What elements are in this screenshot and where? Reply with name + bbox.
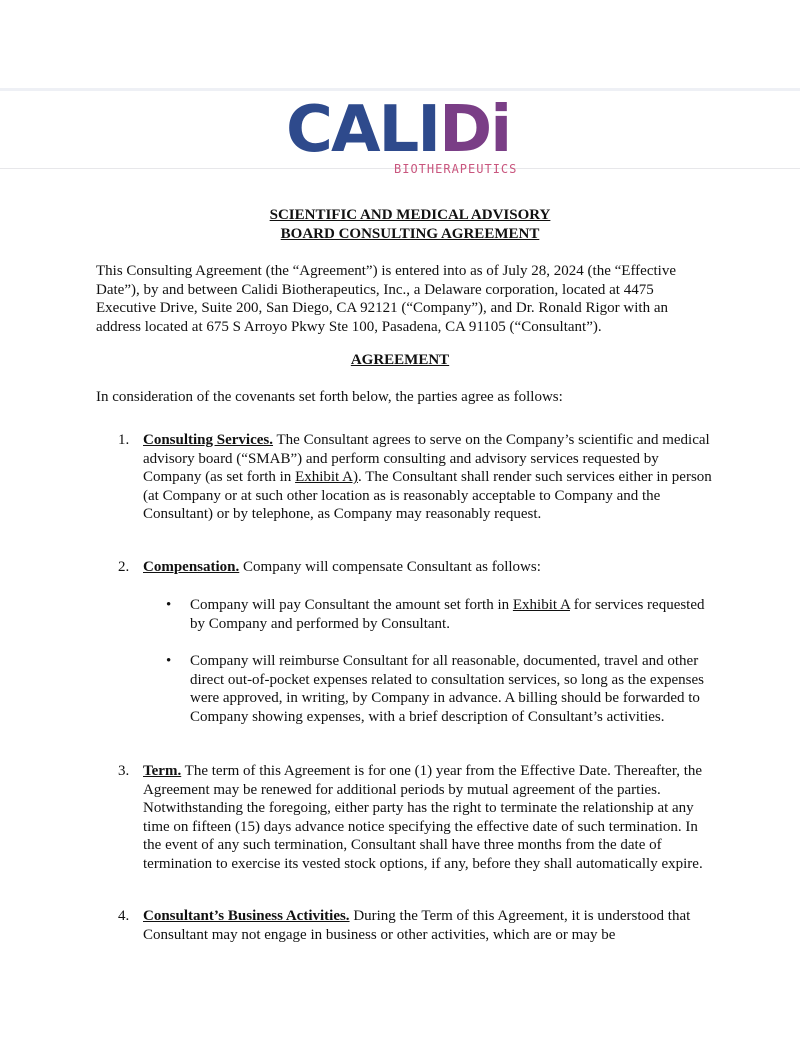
- intro-paragraph: This Consulting Agreement (the “Agreement”) is entered into as of July 28, 2024 (the “Effective Date”), by and between Calidi Biotherapeutics, Inc., a Delaware corporation, located at 4475 Executive Drive, Suite 200, San Diego, CA 92121 (“Company”), and Dr. Ronald Rigor with an address located at 675 S Arroyo Pkwy Ste 100, Pasadena, CA 91105 (“Consultant”).: [96, 263, 676, 335]
- logo-wordmark: [286, 90, 510, 170]
- section-title: Consulting Services.: [143, 432, 274, 448]
- bullet-marker: •: [166, 597, 172, 613]
- section-body: [143, 431, 718, 524]
- section-number: 2.: [118, 559, 130, 575]
- calidi-logo: [286, 93, 536, 180]
- section-text: During the Term of this Agreement, it is understood that Consultant may not engage in business or other activities, which are or may be: [143, 908, 691, 943]
- logo-word-accent: Di: [439, 93, 511, 167]
- consideration-paragraph: In consideration of the covenants set forth below, the parties agree as follows:: [96, 389, 563, 405]
- section-title: Compensation.: [143, 559, 240, 575]
- section-number: 1.: [118, 432, 130, 448]
- bullet-text-part: for services requested by Company and performed by Consultant.: [190, 597, 705, 632]
- section-number: 4.: [118, 908, 130, 924]
- bullet-text-part: Company will pay Consultant the amount set forth in: [190, 597, 513, 613]
- agreement-heading: AGREEMENT: [350, 352, 450, 368]
- bullet-marker: •: [166, 653, 172, 669]
- section-body: [143, 762, 718, 874]
- exhibit-a-reference: Exhibit A): [295, 469, 358, 486]
- section-title: Consultant’s Business Activities.: [143, 908, 350, 924]
- document-title-line2: BOARD CONSULTING AGREEMENT: [280, 226, 540, 242]
- logo-word-main: CALI: [286, 93, 440, 167]
- section-number: 3.: [118, 763, 130, 779]
- section-body: [143, 907, 718, 944]
- section-title: Term.: [143, 763, 182, 779]
- bullet-text: Company will reimburse Consultant for all reasonable, documented, travel and other direct out-of-pocket expenses related to consultation services, so long as the expenses were approved, in writing, by Company in advance. A billing should be forwarded to Company showing expenses, with a brief description of Consultant’s activities.: [190, 653, 705, 725]
- section-text: Company will compensate Consultant as follows:: [239, 559, 541, 575]
- exhibit-a-reference: Exhibit A: [512, 597, 570, 613]
- section-text: The Consultant agrees to serve on the Company’s scientific and medical advisory board (“SMAB”) and perform consulting and advisory services requested by Company (as set forth in: [143, 432, 710, 486]
- section-text: The term of this Agreement is for one (1) year from the Effective Date. Thereafter, the Agreement may be renewed for additional periods by mutual agreement of the parties. Notwithstanding the foregoing, either party has the right to terminate the relationship at any time on fifteen (15) days advance notice specifying the effective date of such termination. In the event of any such termination, Consultant shall have three months from the date of termination to exercise its vested stock options, if any, before they shall automatically expire.: [143, 763, 703, 872]
- logo-subtitle: BIOTHERAPEUTICS: [394, 162, 518, 176]
- section-body: [143, 558, 718, 577]
- bullet-text: [190, 596, 720, 633]
- section-text: . The Consultant shall render such services either in person (at Company or at such other location as is reasonably acceptable to Company and the Consultant) or by telephone, as Company may reasonably request.: [143, 469, 712, 523]
- document-title-line1: SCIENTIFIC AND MEDICAL ADVISORY: [269, 207, 551, 223]
